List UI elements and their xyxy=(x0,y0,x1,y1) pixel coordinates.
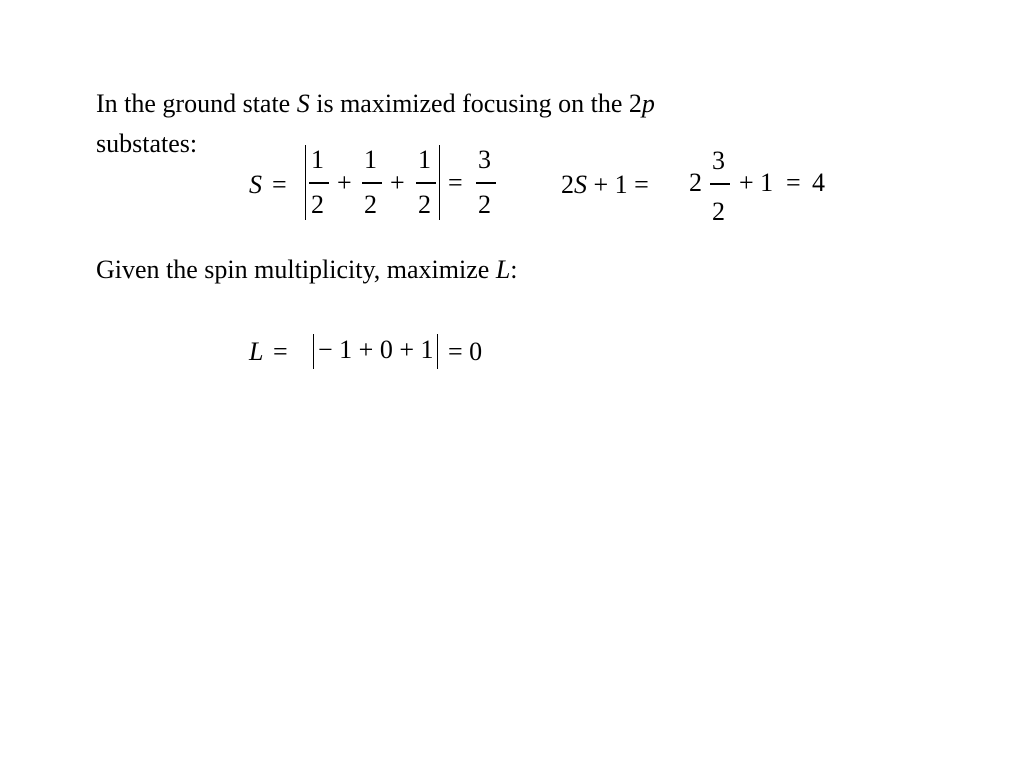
eq-mult-frac-numerator: 3 xyxy=(712,146,725,175)
term3-denominator: 2 xyxy=(418,190,431,219)
eq-s-lhs-var: S xyxy=(249,170,262,199)
intro-text-line2: substates: xyxy=(96,129,198,158)
abs-bar-right xyxy=(439,145,440,220)
term2-numerator: 1 xyxy=(364,145,377,174)
eq-mult-lhs-coef: 2 xyxy=(561,170,574,199)
eq-mult-lhs-var: S xyxy=(574,170,587,199)
eq-mult-coef: 2 xyxy=(689,168,702,197)
eq-mult-equals: = xyxy=(786,168,801,197)
eq-l-abs-bar-left xyxy=(313,334,314,369)
result-numerator: 3 xyxy=(478,145,491,174)
term3-fraction-bar xyxy=(416,182,436,184)
eq-mult-lhs xyxy=(561,170,649,200)
abs-bar-left xyxy=(305,145,306,220)
variable-l: L xyxy=(495,255,511,284)
eq-l-abs-bar-right xyxy=(437,334,438,369)
plus-sign-1: + xyxy=(337,168,352,197)
variable-s: S xyxy=(296,89,310,118)
term3-numerator: 1 xyxy=(418,145,431,174)
given-paragraph xyxy=(96,250,518,290)
eq-mult-frac-denominator: 2 xyxy=(712,197,725,226)
eq-mult-plus-one: + 1 xyxy=(739,168,774,197)
given-colon: : xyxy=(510,255,518,284)
term1-numerator: 1 xyxy=(311,145,324,174)
eq-mult-result: 4 xyxy=(812,168,825,197)
intro-text-part1: In the ground state xyxy=(96,89,297,118)
intro-text-part2: is maximized focusing on the 2 xyxy=(309,89,642,118)
eq-l-equals: = xyxy=(273,337,288,366)
eq-l-inner: − 1 + 0 + 1 xyxy=(318,335,434,364)
eq-s-result-equals: = xyxy=(448,168,463,197)
eq-l-lhs-var: L xyxy=(249,337,264,366)
term2-fraction-bar xyxy=(362,182,382,184)
eq-s-equals: = xyxy=(272,170,287,199)
eq-l-rhs: = 0 xyxy=(448,337,483,366)
eq-mult-lhs-rest: + 1 = xyxy=(587,170,649,199)
plus-sign-2: + xyxy=(390,168,405,197)
term2-denominator: 2 xyxy=(364,190,377,219)
result-fraction-bar xyxy=(476,182,496,184)
term1-denominator: 2 xyxy=(311,190,324,219)
result-denominator: 2 xyxy=(478,190,491,219)
eq-mult-fraction-bar xyxy=(710,183,730,185)
given-text: Given the spin multiplicity, maximize xyxy=(96,255,496,284)
variable-p: p xyxy=(641,89,655,118)
term1-fraction-bar xyxy=(309,182,329,184)
